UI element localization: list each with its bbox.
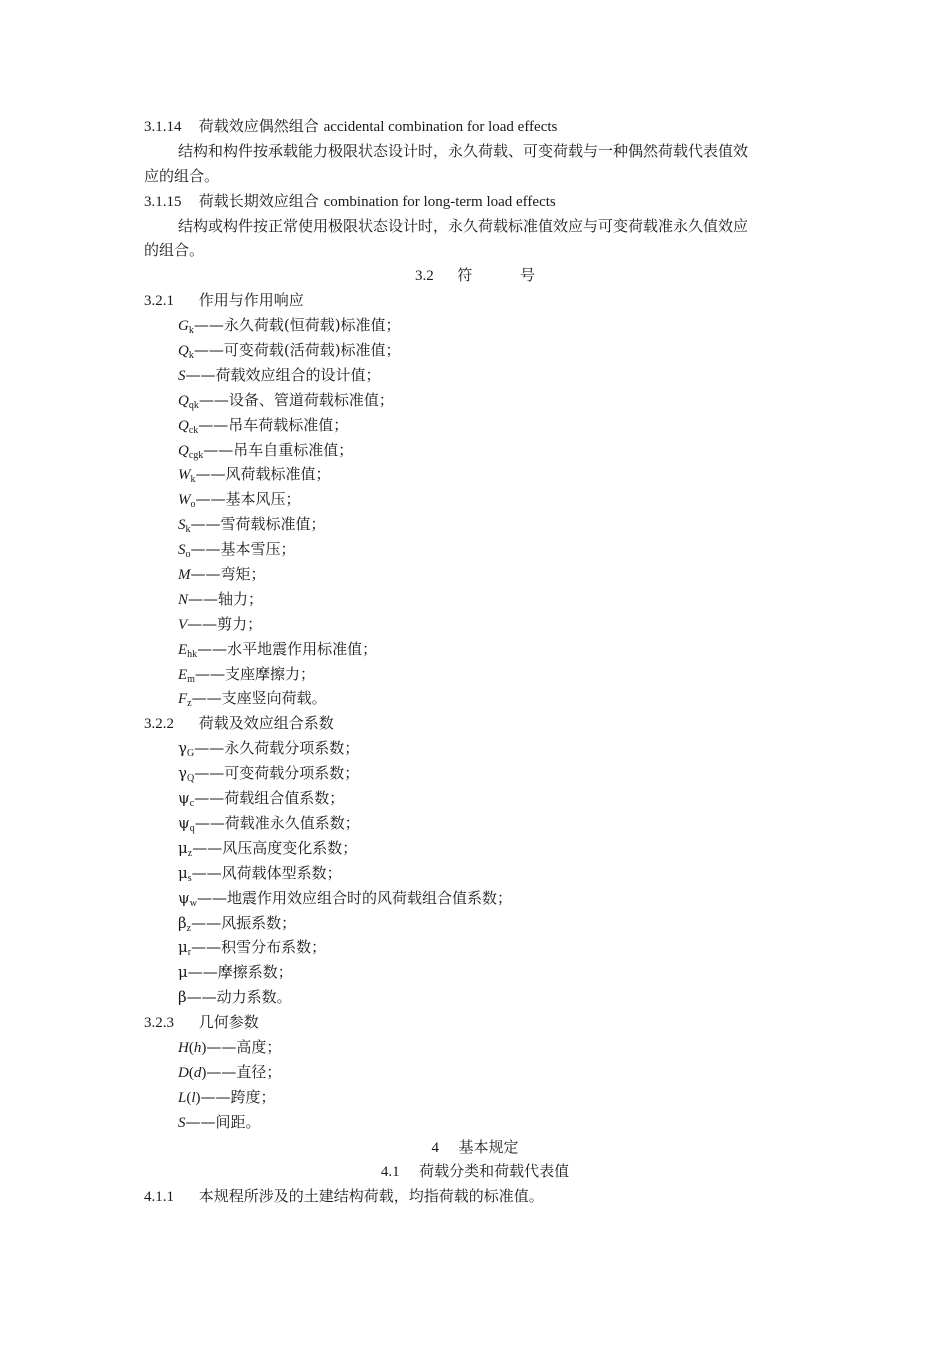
clause-3-2-1-heading bbox=[0, 288, 950, 313]
symbol-subscript: k bbox=[185, 524, 191, 536]
symbol: S bbox=[178, 1114, 186, 1131]
symbol-item bbox=[0, 911, 950, 936]
symbol-description: ——积雪分布系数； bbox=[191, 938, 327, 957]
symbol-description: ——风荷载体型系数； bbox=[191, 863, 342, 882]
symbol: Q bbox=[178, 442, 189, 459]
symbol-item bbox=[0, 338, 950, 363]
symbol-item bbox=[0, 587, 950, 612]
clause-title: 作用与作用响应 bbox=[198, 291, 304, 310]
clause-3-1-15-heading bbox=[0, 189, 950, 214]
chapter-4-title bbox=[0, 1135, 950, 1160]
clause-number: 3.2.3 bbox=[144, 1015, 174, 1032]
clause-title-cn: 荷载效应偶然组合 bbox=[198, 117, 319, 135]
symbol: μ bbox=[178, 863, 188, 882]
symbol: M bbox=[178, 567, 191, 584]
clause-title-en: accidental combination for load effects bbox=[323, 119, 558, 135]
section-title-char-1: 符 bbox=[457, 266, 473, 285]
symbol-item bbox=[0, 1060, 950, 1085]
symbol-subscript: z bbox=[187, 698, 192, 710]
symbol: W bbox=[178, 492, 191, 509]
symbol-subscript: cgk bbox=[188, 449, 204, 461]
symbol-subscript: r bbox=[187, 947, 192, 959]
symbol: W bbox=[178, 467, 191, 484]
symbol-subscript: m bbox=[187, 673, 195, 685]
symbol-item bbox=[0, 836, 950, 861]
symbol-description: ——吊车荷载标准值； bbox=[198, 415, 349, 434]
symbol-item bbox=[0, 662, 950, 687]
symbol: F bbox=[178, 691, 188, 708]
section-title-char-2: 号 bbox=[519, 266, 535, 285]
clause-title: 荷载及效应组合系数 bbox=[198, 714, 334, 733]
symbol-description: ——吊车自重标准值； bbox=[203, 440, 354, 459]
clause-3-1-14-heading bbox=[0, 114, 950, 139]
clause-number: 4.1.1 bbox=[144, 1189, 174, 1206]
symbol-item bbox=[0, 637, 950, 662]
symbol-subscript: k bbox=[188, 350, 194, 362]
clause-number: 3.1.14 bbox=[144, 119, 182, 135]
symbol: E bbox=[178, 641, 188, 658]
symbol-item bbox=[0, 313, 950, 338]
clause-4-1-1 bbox=[0, 1184, 950, 1209]
symbol-description: ——弯矩； bbox=[190, 565, 266, 584]
symbol: S bbox=[178, 542, 186, 559]
symbol-subscript: ck bbox=[188, 424, 199, 436]
symbol-description: ——荷载准永久值系数； bbox=[194, 813, 360, 832]
symbol: Q bbox=[178, 343, 189, 360]
symbol-description: ——荷载效应组合的设计值； bbox=[185, 365, 381, 384]
symbol-item bbox=[0, 388, 950, 413]
symbol: Q bbox=[178, 417, 189, 434]
symbol-item bbox=[0, 1035, 950, 1060]
clause-title-en: combination for long-term load effects bbox=[323, 193, 556, 210]
symbol-list-geometry bbox=[0, 1035, 950, 1135]
clause-number: 3.2.2 bbox=[144, 716, 174, 733]
symbol-item bbox=[0, 438, 950, 463]
symbol-item bbox=[0, 811, 950, 836]
symbol: L bbox=[178, 1089, 187, 1106]
symbol-description: ——高度； bbox=[206, 1037, 282, 1056]
symbol-description: ——永久荷载(恒荷载)标准值； bbox=[193, 316, 401, 335]
symbol: S bbox=[178, 517, 186, 534]
symbol: V bbox=[178, 616, 188, 633]
clause-title: 几何参数 bbox=[198, 1013, 259, 1032]
paren-close: ) bbox=[201, 1064, 207, 1081]
symbol-description: ——支座摩擦力； bbox=[194, 664, 315, 683]
paren-close: ) bbox=[195, 1089, 201, 1106]
symbol-item bbox=[0, 761, 950, 786]
paren-open: ( bbox=[186, 1089, 192, 1106]
symbol-subscript: q bbox=[189, 822, 195, 834]
symbol-description: ——动力系数。 bbox=[186, 988, 292, 1007]
symbol-item bbox=[0, 462, 950, 487]
section-4-1-title bbox=[0, 1159, 950, 1184]
symbol: G bbox=[178, 318, 189, 335]
symbol-item bbox=[0, 487, 950, 512]
symbol-description: ——支座竖向荷载。 bbox=[191, 689, 327, 708]
symbol-lowercase: h bbox=[193, 1039, 202, 1056]
symbol-description: ——水平地震作用标准值； bbox=[197, 639, 378, 658]
symbol-item bbox=[0, 861, 950, 886]
clause-3-1-15-body-line-2: 的组合。 bbox=[144, 241, 205, 260]
symbol: μ bbox=[178, 963, 188, 982]
clause-3-2-2-heading bbox=[0, 711, 950, 736]
clause-number: 3.2.1 bbox=[144, 293, 174, 310]
symbol-list-coefficients bbox=[0, 736, 950, 1010]
symbol: β bbox=[178, 913, 187, 932]
symbol: β bbox=[178, 988, 187, 1007]
symbol-item bbox=[0, 786, 950, 811]
symbol-description: ——剪力； bbox=[187, 614, 263, 633]
symbol-description: ——摩擦系数； bbox=[187, 963, 293, 982]
symbol-description: ——设备、管道荷载标准值； bbox=[198, 390, 394, 409]
symbol: D bbox=[178, 1064, 189, 1081]
symbol-subscript: z bbox=[186, 922, 192, 934]
clause-title-cn: 荷载长期效应组合 bbox=[198, 191, 319, 210]
symbol-subscript: qk bbox=[188, 399, 199, 411]
symbol-item bbox=[0, 612, 950, 637]
paren-open: ( bbox=[188, 1064, 194, 1081]
symbol-item bbox=[0, 537, 950, 562]
symbol-description: ——风压高度变化系数； bbox=[192, 838, 358, 857]
symbol-description: ——雪荷载标准值； bbox=[190, 515, 326, 534]
symbol-description: ——间距。 bbox=[185, 1112, 261, 1131]
symbol-subscript: k bbox=[188, 325, 194, 337]
symbol-item bbox=[0, 736, 950, 761]
symbol-item bbox=[0, 1110, 950, 1135]
symbol: S bbox=[178, 367, 186, 384]
symbol-item bbox=[0, 512, 950, 537]
symbol: ψ bbox=[178, 813, 190, 832]
symbol-description: ——基本雪压； bbox=[190, 540, 296, 559]
symbol-subscript: o bbox=[185, 549, 191, 561]
symbol-description: ——直径； bbox=[206, 1062, 282, 1081]
symbol-description: ——可变荷载分项系数； bbox=[194, 764, 360, 783]
symbol-subscript: s bbox=[187, 872, 192, 884]
chapter-title: 基本规定 bbox=[458, 1137, 519, 1156]
symbol-subscript: z bbox=[187, 847, 193, 859]
symbol: N bbox=[178, 591, 189, 608]
section-title: 荷载分类和荷载代表值 bbox=[419, 1162, 570, 1181]
symbol-item bbox=[0, 562, 950, 587]
symbol: ψ bbox=[178, 888, 190, 907]
symbol: μ bbox=[178, 938, 188, 957]
symbol-description: ——风荷载标准值； bbox=[195, 465, 331, 484]
symbol: μ bbox=[178, 838, 188, 857]
symbol-subscript: hk bbox=[187, 648, 198, 660]
symbol-subscript: w bbox=[189, 897, 197, 909]
symbol-item bbox=[0, 985, 950, 1010]
symbol: γ bbox=[178, 764, 187, 783]
clause-body: 本规程所涉及的土建结构荷载，均指荷载的标准值。 bbox=[198, 1187, 544, 1206]
symbol-item bbox=[0, 960, 950, 985]
symbol-item bbox=[0, 1085, 950, 1110]
chapter-number: 4 bbox=[431, 1139, 439, 1156]
clause-3-1-14-body-line-2: 应的组合。 bbox=[144, 166, 220, 185]
symbol-item bbox=[0, 363, 950, 388]
symbol-item bbox=[0, 886, 950, 911]
symbol-subscript: Q bbox=[186, 773, 195, 785]
symbol-subscript: c bbox=[189, 798, 195, 810]
symbol-description: ——基本风压； bbox=[195, 490, 301, 509]
section-number: 4.1 bbox=[380, 1164, 400, 1181]
symbol-item bbox=[0, 686, 950, 711]
symbol-description: ——永久荷载分项系数； bbox=[194, 739, 360, 758]
symbol: γ bbox=[178, 739, 187, 758]
symbol-subscript: G bbox=[186, 748, 195, 760]
section-number: 3.2 bbox=[415, 268, 434, 285]
symbol: ψ bbox=[178, 789, 190, 808]
symbol: H bbox=[178, 1039, 189, 1056]
paren-open: ( bbox=[188, 1039, 194, 1056]
clause-3-2-3-heading bbox=[0, 1010, 950, 1035]
clause-number: 3.1.15 bbox=[144, 193, 182, 210]
symbol-subscript: o bbox=[190, 499, 196, 511]
symbol-item bbox=[0, 413, 950, 438]
symbol-description: ——跨度； bbox=[200, 1087, 276, 1106]
symbol-description: ——风振系数； bbox=[191, 913, 297, 932]
clause-3-1-15-body-line-1: 结构或构件按正常使用极限状态设计时，永久荷载标准值效应与可变荷载准永久值效应 bbox=[178, 216, 749, 235]
clause-3-1-14-body-line-1: 结构和构件按承载能力极限状态设计时，永久荷载、可变荷载与一种偶然荷载代表值效 bbox=[178, 141, 749, 160]
symbol-item bbox=[0, 935, 950, 960]
symbol-list-actions bbox=[0, 313, 950, 711]
symbol-description: ——地震作用效应组合时的风荷载组合值系数； bbox=[197, 888, 513, 907]
symbol-lowercase: l bbox=[191, 1089, 196, 1106]
symbol-description: ——轴力； bbox=[188, 589, 264, 608]
paren-close: ) bbox=[201, 1039, 207, 1056]
section-3-2-title bbox=[0, 263, 950, 288]
symbol-description: ——荷载组合值系数； bbox=[194, 789, 345, 808]
document-page bbox=[0, 114, 950, 1209]
symbol-description: ——可变荷载(活荷载)标准值； bbox=[193, 341, 401, 360]
symbol: Q bbox=[178, 392, 189, 409]
symbol-lowercase: d bbox=[193, 1064, 202, 1081]
symbol: E bbox=[178, 666, 188, 683]
symbol-subscript: k bbox=[190, 474, 196, 486]
